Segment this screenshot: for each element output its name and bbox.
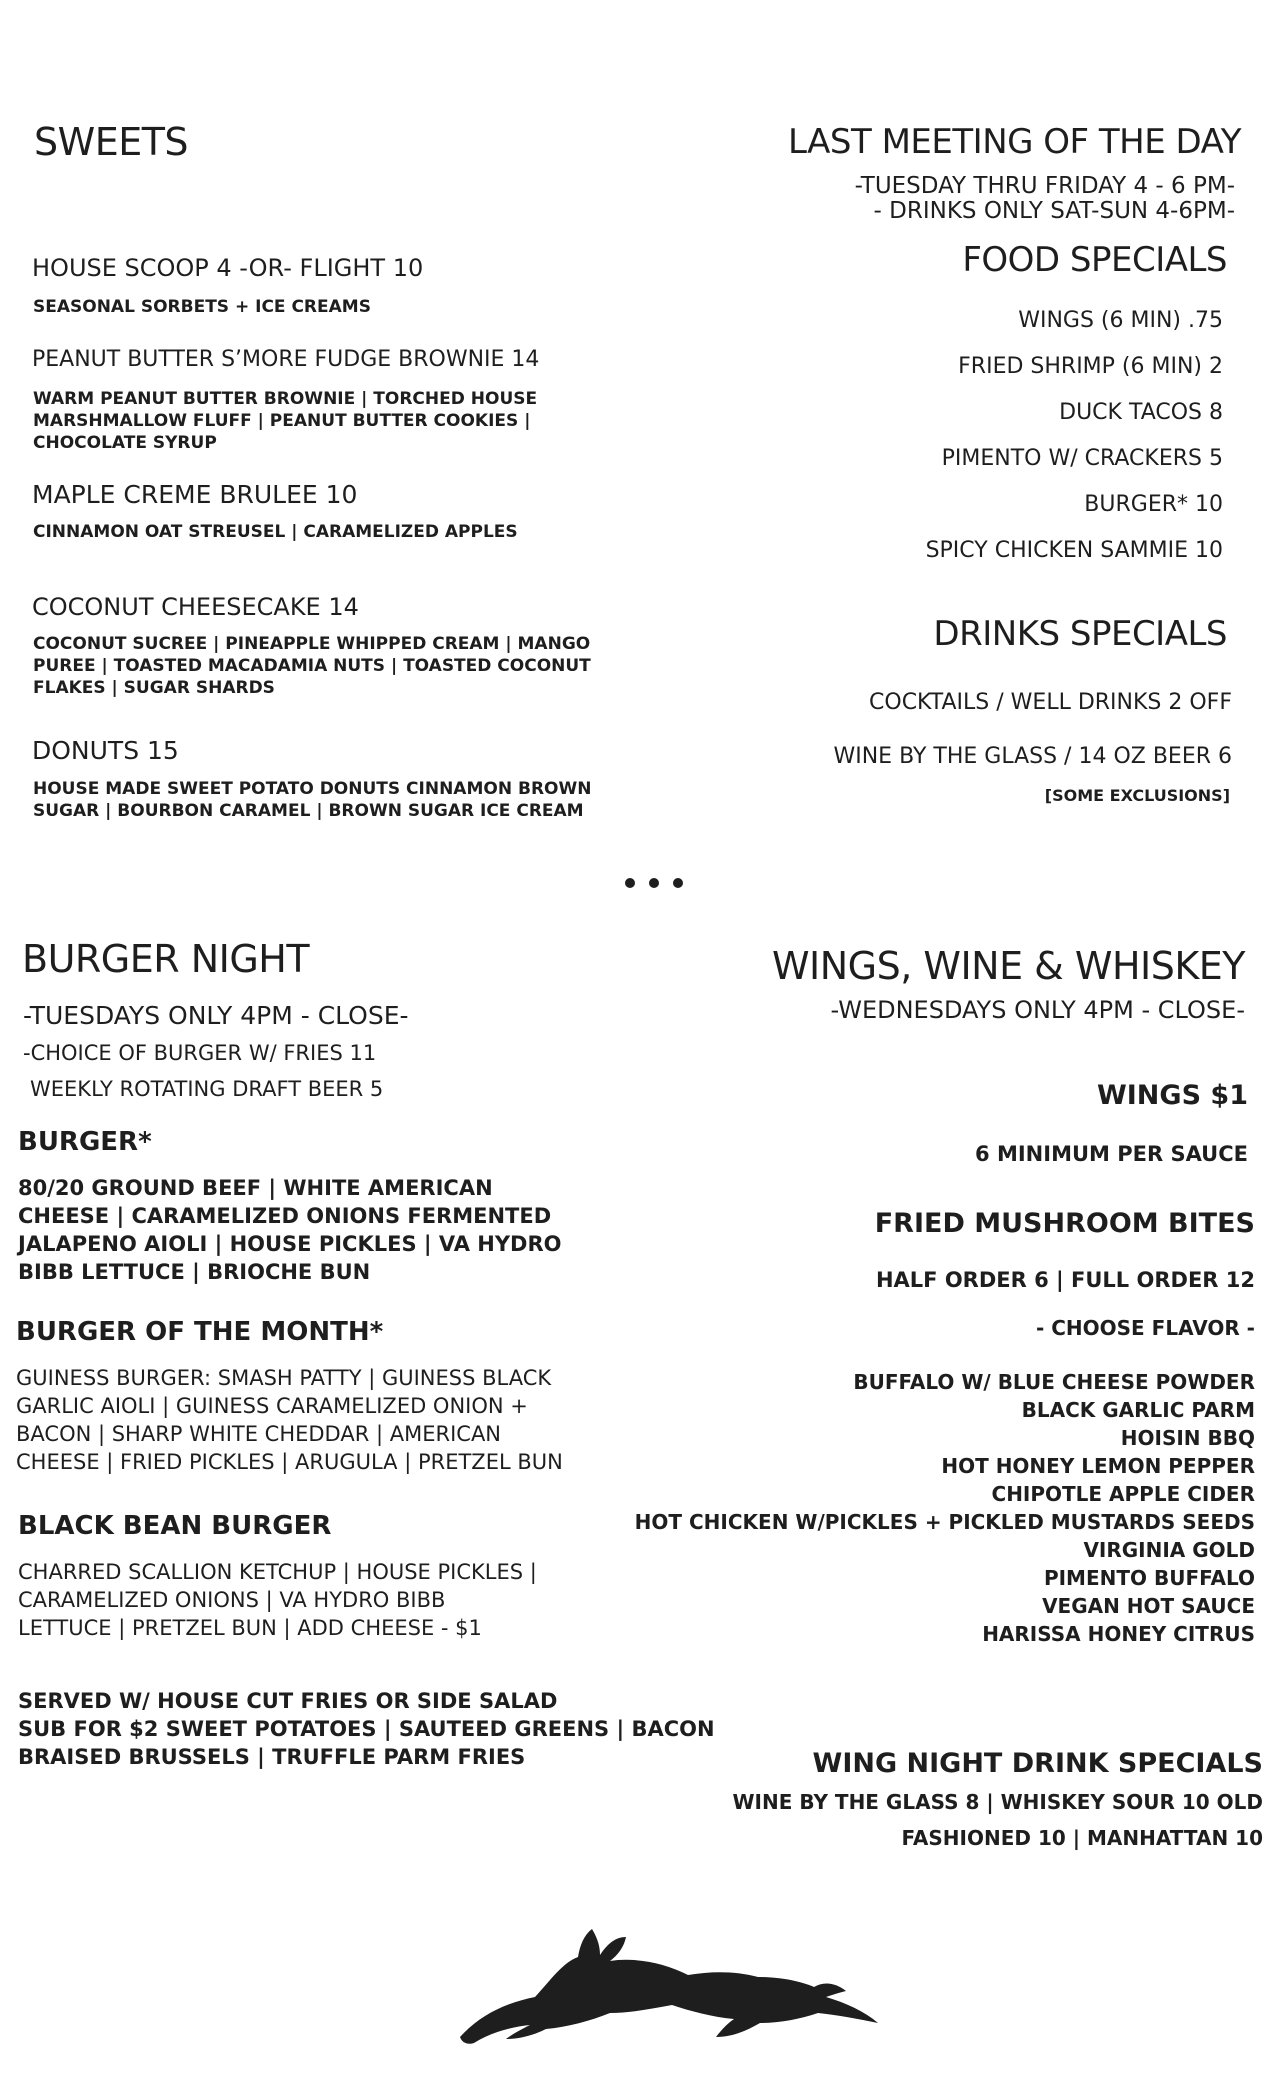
- sweet-item-title: PEANUT BUTTER S’MORE FUDGE BROWNIE 14: [32, 347, 540, 372]
- drink-special-item: COCKTAILS / WELL DRINKS 2 OFF: [869, 690, 1232, 715]
- food-special-item: DUCK TACOS 8: [1059, 400, 1223, 425]
- mushroom-bites-heading: FRIED MUSHROOM BITES: [874, 1208, 1255, 1239]
- burger-item-title: BLACK BEAN BURGER: [18, 1511, 332, 1541]
- flavor-item: BLACK GARLIC PARM: [1021, 1398, 1255, 1422]
- last-meeting-heading: LAST MEETING OF THE DAY: [787, 122, 1241, 162]
- burger-sub-note: BRAISED BRUSSELS | TRUFFLE PARM FRIES: [18, 1745, 526, 1769]
- sweet-item-title: DONUTS 15: [32, 736, 179, 765]
- food-special-item: PIMENTO W/ CRACKERS 5: [941, 446, 1223, 471]
- sweet-item-desc: WARM PEANUT BUTTER BROWNIE | TORCHED HOUSE MARSHMALLOW FLUFF | PEANUT BUTTER COOKIES | CHOCOLATE SYRUP: [33, 389, 538, 453]
- burger-night-days: -TUESDAYS ONLY 4PM - CLOSE-: [23, 1001, 409, 1030]
- flavor-item: HARISSA HONEY CITRUS: [982, 1622, 1255, 1646]
- sweet-item-title: HOUSE SCOOP 4 -OR- FLIGHT 10: [32, 254, 424, 282]
- three-dots-icon: [625, 878, 685, 890]
- wing-night-drinks-line: WINE BY THE GLASS 8 | WHISKEY SOUR 10 OLD: [732, 1790, 1263, 1814]
- sweet-item-title: MAPLE CREME BRULEE 10: [32, 480, 358, 509]
- drink-special-item: WINE BY THE GLASS / 14 OZ BEER 6: [833, 744, 1232, 769]
- mushroom-bites-price: HALF ORDER 6 | FULL ORDER 12: [875, 1268, 1255, 1292]
- last-meeting-drinks-days: - DRINKS ONLY SAT-SUN 4-6PM-: [873, 198, 1235, 224]
- exclusions-note: [SOME EXCLUSIONS]: [1044, 786, 1230, 805]
- wing-night-drinks-heading: WING NIGHT DRINK SPECIALS: [812, 1748, 1263, 1779]
- flavor-item: HOT HONEY LEMON PEPPER: [941, 1454, 1255, 1478]
- burger-item-title: BURGER*: [18, 1127, 152, 1157]
- burger-item-title: BURGER OF THE MONTH*: [16, 1317, 384, 1347]
- flavor-item: BUFFALO W/ BLUE CHEESE POWDER: [853, 1370, 1255, 1394]
- flavor-item: HOT CHICKEN W/PICKLES + PICKLED MUSTARDS SEEDS: [634, 1510, 1255, 1534]
- flavor-item: PIMENTO BUFFALO: [1043, 1566, 1255, 1590]
- burger-night-beer: WEEKLY ROTATING DRAFT BEER 5: [30, 1077, 384, 1101]
- food-special-item: SPICY CHICKEN SAMMIE 10: [925, 538, 1223, 563]
- sweet-item-desc: COCONUT SUCREE | PINEAPPLE WHIPPED CREAM | MANGO PUREE | TOASTED MACADAMIA NUTS | TOASTED COCONUT FLAKES | SUGAR SHARDS: [33, 634, 591, 698]
- burger-night-heading: BURGER NIGHT: [22, 937, 310, 981]
- burger-served-note: SERVED W/ HOUSE CUT FRIES OR SIDE SALAD: [18, 1689, 558, 1713]
- sweet-item-title: COCONUT CHEESECAKE 14: [32, 593, 359, 621]
- sweet-item-desc: HOUSE MADE SWEET POTATO DONUTS CINNAMON BROWN SUGAR | BOURBON CARAMEL | BROWN SUGAR ICE CREAM: [33, 779, 592, 821]
- drinks-specials-heading: DRINKS SPECIALS: [933, 614, 1227, 654]
- flavor-item: VIRGINIA GOLD: [1083, 1538, 1255, 1562]
- last-meeting-days: -TUESDAY THRU FRIDAY 4 - 6 PM-: [854, 173, 1235, 199]
- choose-flavor-label: - CHOOSE FLAVOR -: [1035, 1316, 1255, 1340]
- wings-minimum: 6 MINIMUM PER SAUCE: [975, 1142, 1248, 1166]
- wings-night-days: -WEDNESDAYS ONLY 4PM - CLOSE-: [830, 996, 1245, 1024]
- burger-night-choice: -CHOICE OF BURGER W/ FRIES 11: [23, 1041, 377, 1065]
- wings-price: WINGS $1: [1096, 1080, 1248, 1111]
- sweet-item-desc: SEASONAL SORBETS + ICE CREAMS: [33, 297, 371, 317]
- burger-item-desc: GUINESS BURGER: SMASH PATTY | GUINESS BLACK GARLIC AIOLI | GUINESS CARAMELIZED ONION + BACON | SHARP WHITE CHEDDAR | AMERICAN CHEESE | FRIED PICKLES | ARUGULA | PRETZEL BUN: [16, 1366, 563, 1474]
- food-specials-heading: FOOD SPECIALS: [962, 240, 1227, 280]
- flavor-item: VEGAN HOT SAUCE: [1042, 1594, 1255, 1618]
- sweet-item-desc: CINNAMON OAT STREUSEL | CARAMELIZED APPLES: [33, 522, 518, 542]
- flavor-item: CHIPOTLE APPLE CIDER: [991, 1482, 1255, 1506]
- food-special-item: BURGER* 10: [1084, 492, 1223, 517]
- food-special-item: WINGS (6 MIN) .75: [1018, 308, 1223, 333]
- burger-item-desc: CHARRED SCALLION KETCHUP | HOUSE PICKLES | CARAMELIZED ONIONS | VA HYDRO BIBB LETTUCE | PRETZEL BUN | ADD CHEESE - $1: [18, 1560, 537, 1640]
- food-special-item: FRIED SHRIMP (6 MIN) 2: [958, 354, 1223, 379]
- wings-night-heading: WINGS, WINE & WHISKEY: [771, 944, 1245, 988]
- burger-item-desc: 80/20 GROUND BEEF | WHITE AMERICAN CHEESE | CARAMELIZED ONIONS FERMENTED JALAPENO AIOLI | HOUSE PICKLES | VA HYDRO BIBB LETTUCE | BRIOCHE BUN: [18, 1176, 562, 1284]
- rabbit-logo-icon: [450, 1915, 890, 2050]
- sweets-heading: SWEETS: [34, 120, 189, 164]
- burger-sub-note: SUB FOR $2 SWEET POTATOES | SAUTEED GREENS | BACON: [18, 1717, 715, 1741]
- wing-night-drinks-line: FASHIONED 10 | MANHATTAN 10: [901, 1826, 1263, 1850]
- flavor-item: HOISIN BBQ: [1120, 1426, 1255, 1450]
